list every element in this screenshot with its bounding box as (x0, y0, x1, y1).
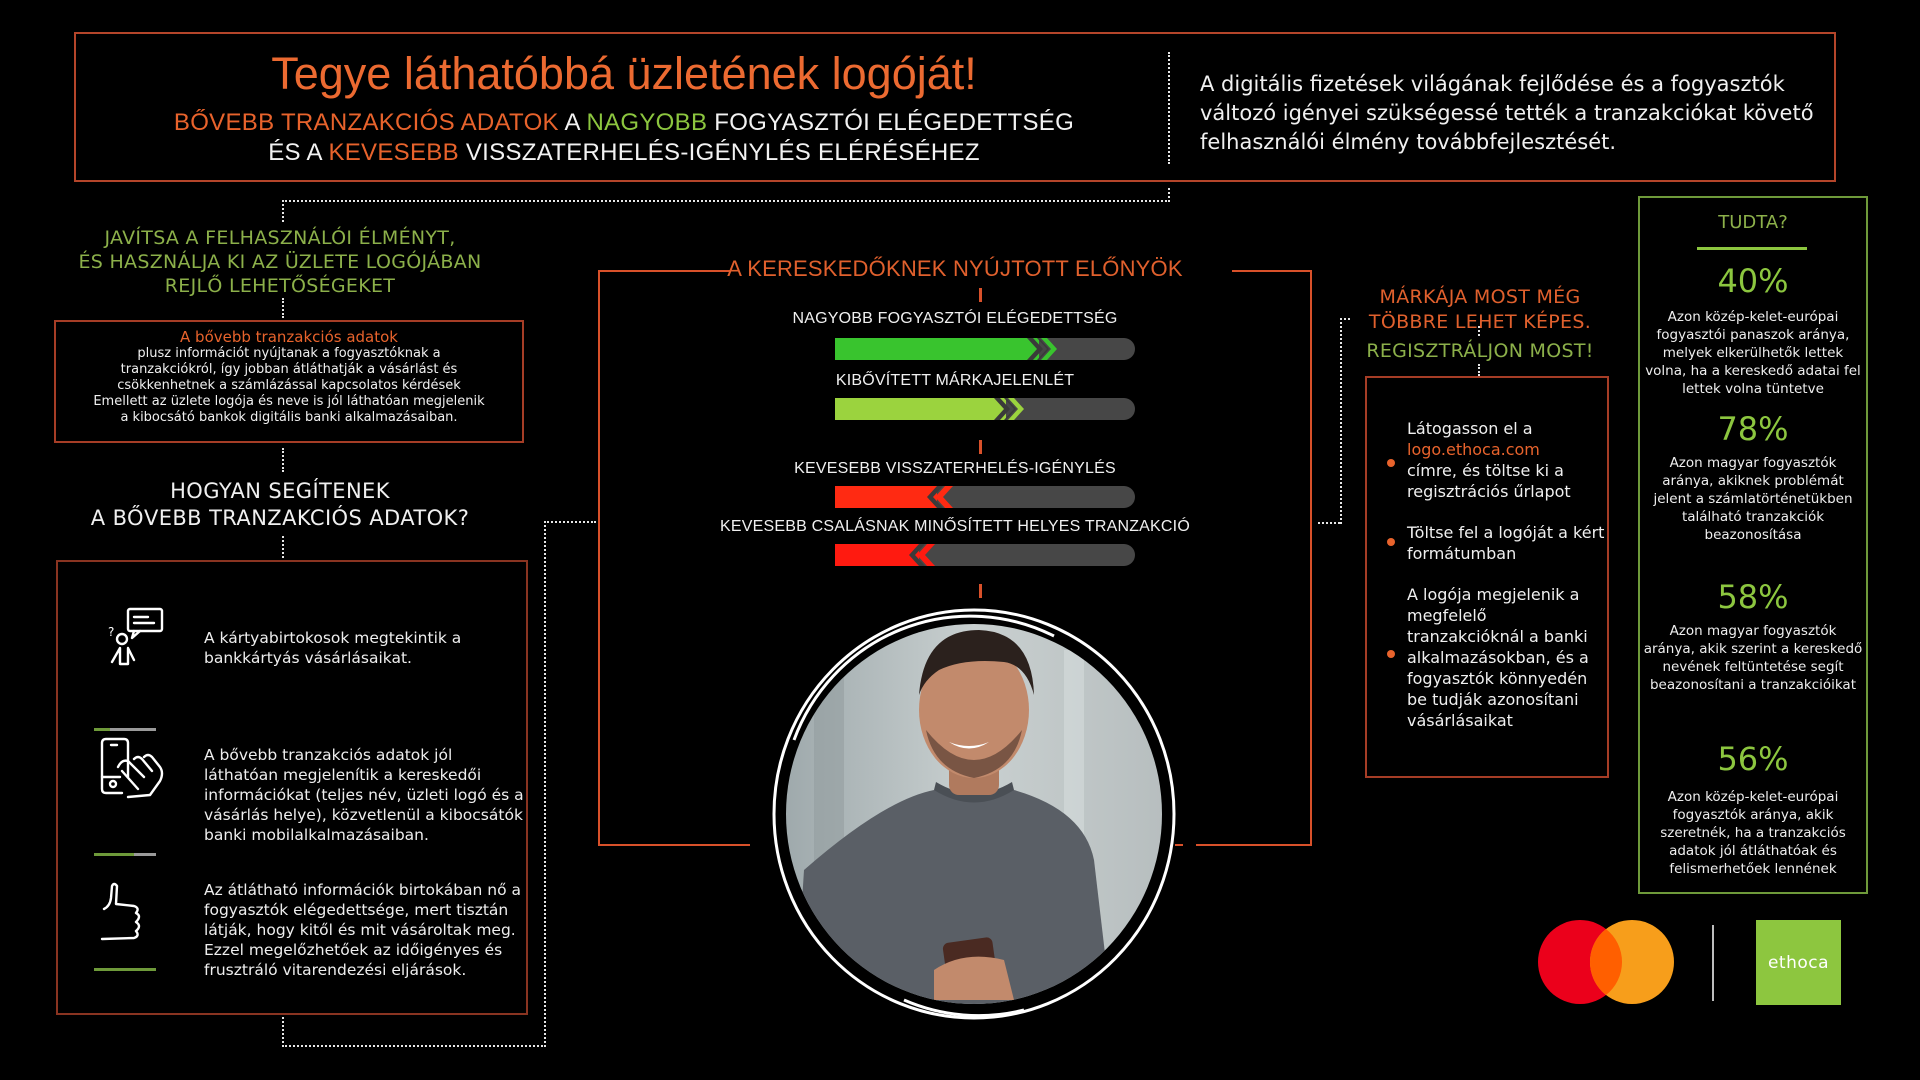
ethoca-logo: ethoca (1756, 920, 1841, 1005)
bar-fill (835, 544, 919, 566)
mastercard-logo (1536, 918, 1676, 1006)
person-question-chat-icon (98, 606, 168, 676)
benefit-bar (835, 398, 1135, 420)
info-line: csökkenhetnek a számlázással kapcsolatos kérdések (117, 378, 461, 393)
how-item-progress (94, 728, 156, 731)
connector-line (282, 1045, 546, 1047)
how-item-progress (94, 853, 156, 856)
how-item-text: A bővebb tranzakciós adatok jól láthatóan megjelenítik a kereskedői információkat (teljes név, üzleti logó és a vásárlás helye), közvetlenül a kibocsátók banki mobilalkalmazásaiban. (204, 746, 524, 844)
benefits-frame (598, 270, 600, 846)
benefits-frame (598, 844, 750, 846)
register-heading-line: MÁRKÁJA MOST MÉG (1379, 286, 1581, 308)
header-description: A digitális fizetések világának fejlődése és a fogyasztók változó igényei szükségessé tették a tranzakciókat követő felhasználói élmény továbbfejlesztését. (1200, 72, 1814, 154)
bar-fill (835, 338, 1039, 360)
bullet-icon (1387, 459, 1395, 467)
benefit-bar (835, 486, 1135, 508)
page-title: Tegye láthatóbbá üzletének logóját! (271, 48, 977, 99)
page-subtitle (74, 108, 1174, 168)
connector-line (282, 536, 284, 558)
tick-mark (979, 440, 982, 454)
subtitle-part: BŐVEBB TRANZAKCIÓS ADATOK (173, 109, 559, 136)
info-box (54, 320, 524, 443)
progress-fill (94, 968, 156, 971)
stat-value: 78% (1717, 410, 1789, 448)
how-item-text: Az átlátható információk birtokában nő a fogyasztók elégedettsége, mert tisztán látják, hogy kitől és mit vásároltak meg. Ezzel megelőzhetőek az időigényes és frusztráló vitarendezési eljárások. (204, 881, 522, 979)
tick-mark (979, 288, 982, 302)
progress-fill (94, 853, 134, 856)
thumbs-up-icon (98, 882, 168, 952)
register-heading (1340, 285, 1620, 335)
register-link[interactable]: logo.ethoca.com (1407, 440, 1540, 459)
subtitle-line-2 (74, 138, 1174, 168)
header-divider (1168, 52, 1170, 164)
benefit-label: NAGYOBB FOGYASZTÓI ELÉGEDETTSÉG (792, 310, 1118, 327)
info-line: tranzakciókról, így jobban átláthatják a vásárlást és (120, 362, 458, 377)
benefits-frame (1310, 270, 1312, 846)
subtitle-part: FOGYASZTÓI ELÉGEDETTSÉG (707, 109, 1075, 136)
left-heading-line: ÉS HASZNÁLJA KI AZ ÜZLETE LOGÓJÁBAN (78, 251, 482, 273)
register-step: Töltse fel a logóját a kért formátumban (1407, 523, 1605, 563)
benefits-frame (1196, 844, 1312, 846)
stat-value: 40% (1717, 262, 1789, 300)
register-heading-line: TÖBBRE LEHET KÉPES. (1368, 311, 1592, 333)
connector-line (544, 521, 546, 1047)
person-photo (764, 600, 1184, 1020)
benefit-label: KEVESEBB VISSZATERHELÉS-IGÉNYLÉS (794, 460, 1116, 477)
stat-description: Azon közép-kelet-európai fogyasztói panaszok aránya, melyek elkerülhetők lettek volna, ha a kereskedő adatai fel lettek volna tüntetve (1645, 309, 1861, 397)
left-heading-line: JAVÍTSA A FELHASZNÁLÓI ÉLMÉNYT, (104, 227, 456, 249)
how-heading-line: HOGYAN SEGÍTENEK (170, 479, 390, 503)
how-item-text: A kártyabirtokosok megtekintik a bankkártyás vásárlásaikat. (204, 629, 462, 667)
subtitle-line-1 (74, 108, 1174, 138)
hand-smartphone-tap-icon (98, 737, 168, 807)
info-body (56, 346, 522, 426)
left-heading-line: REJLŐ LEHETŐSÉGEKET (164, 275, 396, 297)
how-item-progress (94, 968, 156, 971)
progress-fill (94, 728, 110, 731)
connector-line (282, 448, 284, 472)
connector-line (1478, 364, 1480, 376)
benefit-bar (835, 338, 1135, 360)
connector-line (282, 1017, 284, 1047)
how-box (56, 560, 528, 1015)
svg-text:?: ? (108, 625, 115, 639)
connector-line (282, 200, 1170, 202)
subtitle-part: NAGYOBB (586, 109, 708, 136)
connector-line (282, 298, 284, 318)
benefits-title: A KERESKEDŐKNEK NYÚJTOTT ELŐNYÖK (727, 256, 1183, 281)
tick-mark (979, 584, 982, 598)
subtitle-part: ÉS A (268, 139, 329, 166)
info-line: plusz információt nyújtanak a fogyasztóknak a (137, 346, 441, 361)
step-text: címre, és töltse ki a regisztrációs űrlapot (1407, 461, 1571, 501)
stats-title: TUDTA? (1718, 212, 1788, 233)
info-line: a kibocsátó bankok digitális banki alkalmazásaiban. (120, 410, 458, 425)
bullet-icon (1387, 650, 1395, 658)
subtitle-part: A (558, 109, 587, 136)
connector-line (1318, 522, 1340, 524)
stats-divider (1697, 247, 1807, 250)
subtitle-part: VISSZATERHELÉS-IGÉNYLÉS ELÉRÉSÉHEZ (458, 139, 980, 166)
benefit-label: KIBŐVÍTETT MÁRKAJELENLÉT (835, 372, 1075, 389)
how-heading (50, 478, 510, 532)
stat-value: 58% (1717, 578, 1789, 616)
how-heading-line: A BŐVEBB TRANZAKCIÓS ADATOK? (90, 506, 470, 530)
register-step (1407, 418, 1607, 502)
left-heading (50, 226, 510, 298)
register-cta[interactable]: REGISZTRÁLJON MOST! (1366, 340, 1594, 362)
benefit-bar (835, 544, 1135, 566)
connector-line (544, 521, 596, 523)
register-step: A logója megjelenik a megfelelő tranzakcióknál a banki alkalmazásokban, és a fogyasztók könnyedén be tudják azonosítani vásárlásaikat (1407, 585, 1589, 730)
bar-fill (835, 398, 1006, 420)
stat-value: 56% (1717, 740, 1789, 778)
info-line: Emellett az üzlete logója és neve is jól láthatóan megjelenik (93, 394, 485, 409)
bar-fill (835, 486, 937, 508)
bullet-icon (1387, 538, 1395, 546)
stat-description: Azon magyar fogyasztók aránya, akiknek problémát jelent a számlatörténetükben található tranzakciók beazonosítása (1653, 455, 1853, 543)
subtitle-part: KEVESEBB (328, 139, 459, 166)
stat-description: Azon közép-kelet-európai fogyasztók aránya, akik szeretnék, ha a tranzakciós adatok jól átláthatóak és felismerhetőek lennének (1660, 789, 1846, 877)
connector-line (282, 200, 284, 222)
step-text: Látogasson el a (1407, 419, 1533, 438)
logo-divider (1712, 925, 1714, 1001)
register-steps-box (1365, 376, 1609, 778)
benefit-label: KEVESEBB CSALÁSNAK MINŐSÍTETT HELYES TRANZAKCIÓ (720, 518, 1190, 535)
stat-description: Azon magyar fogyasztók aránya, akik szerint a kereskedő nevének feltüntetése segít beazonosítani a tranzakcióikat (1643, 623, 1863, 693)
info-title: A bővebb tranzakciós adatok (180, 328, 398, 346)
